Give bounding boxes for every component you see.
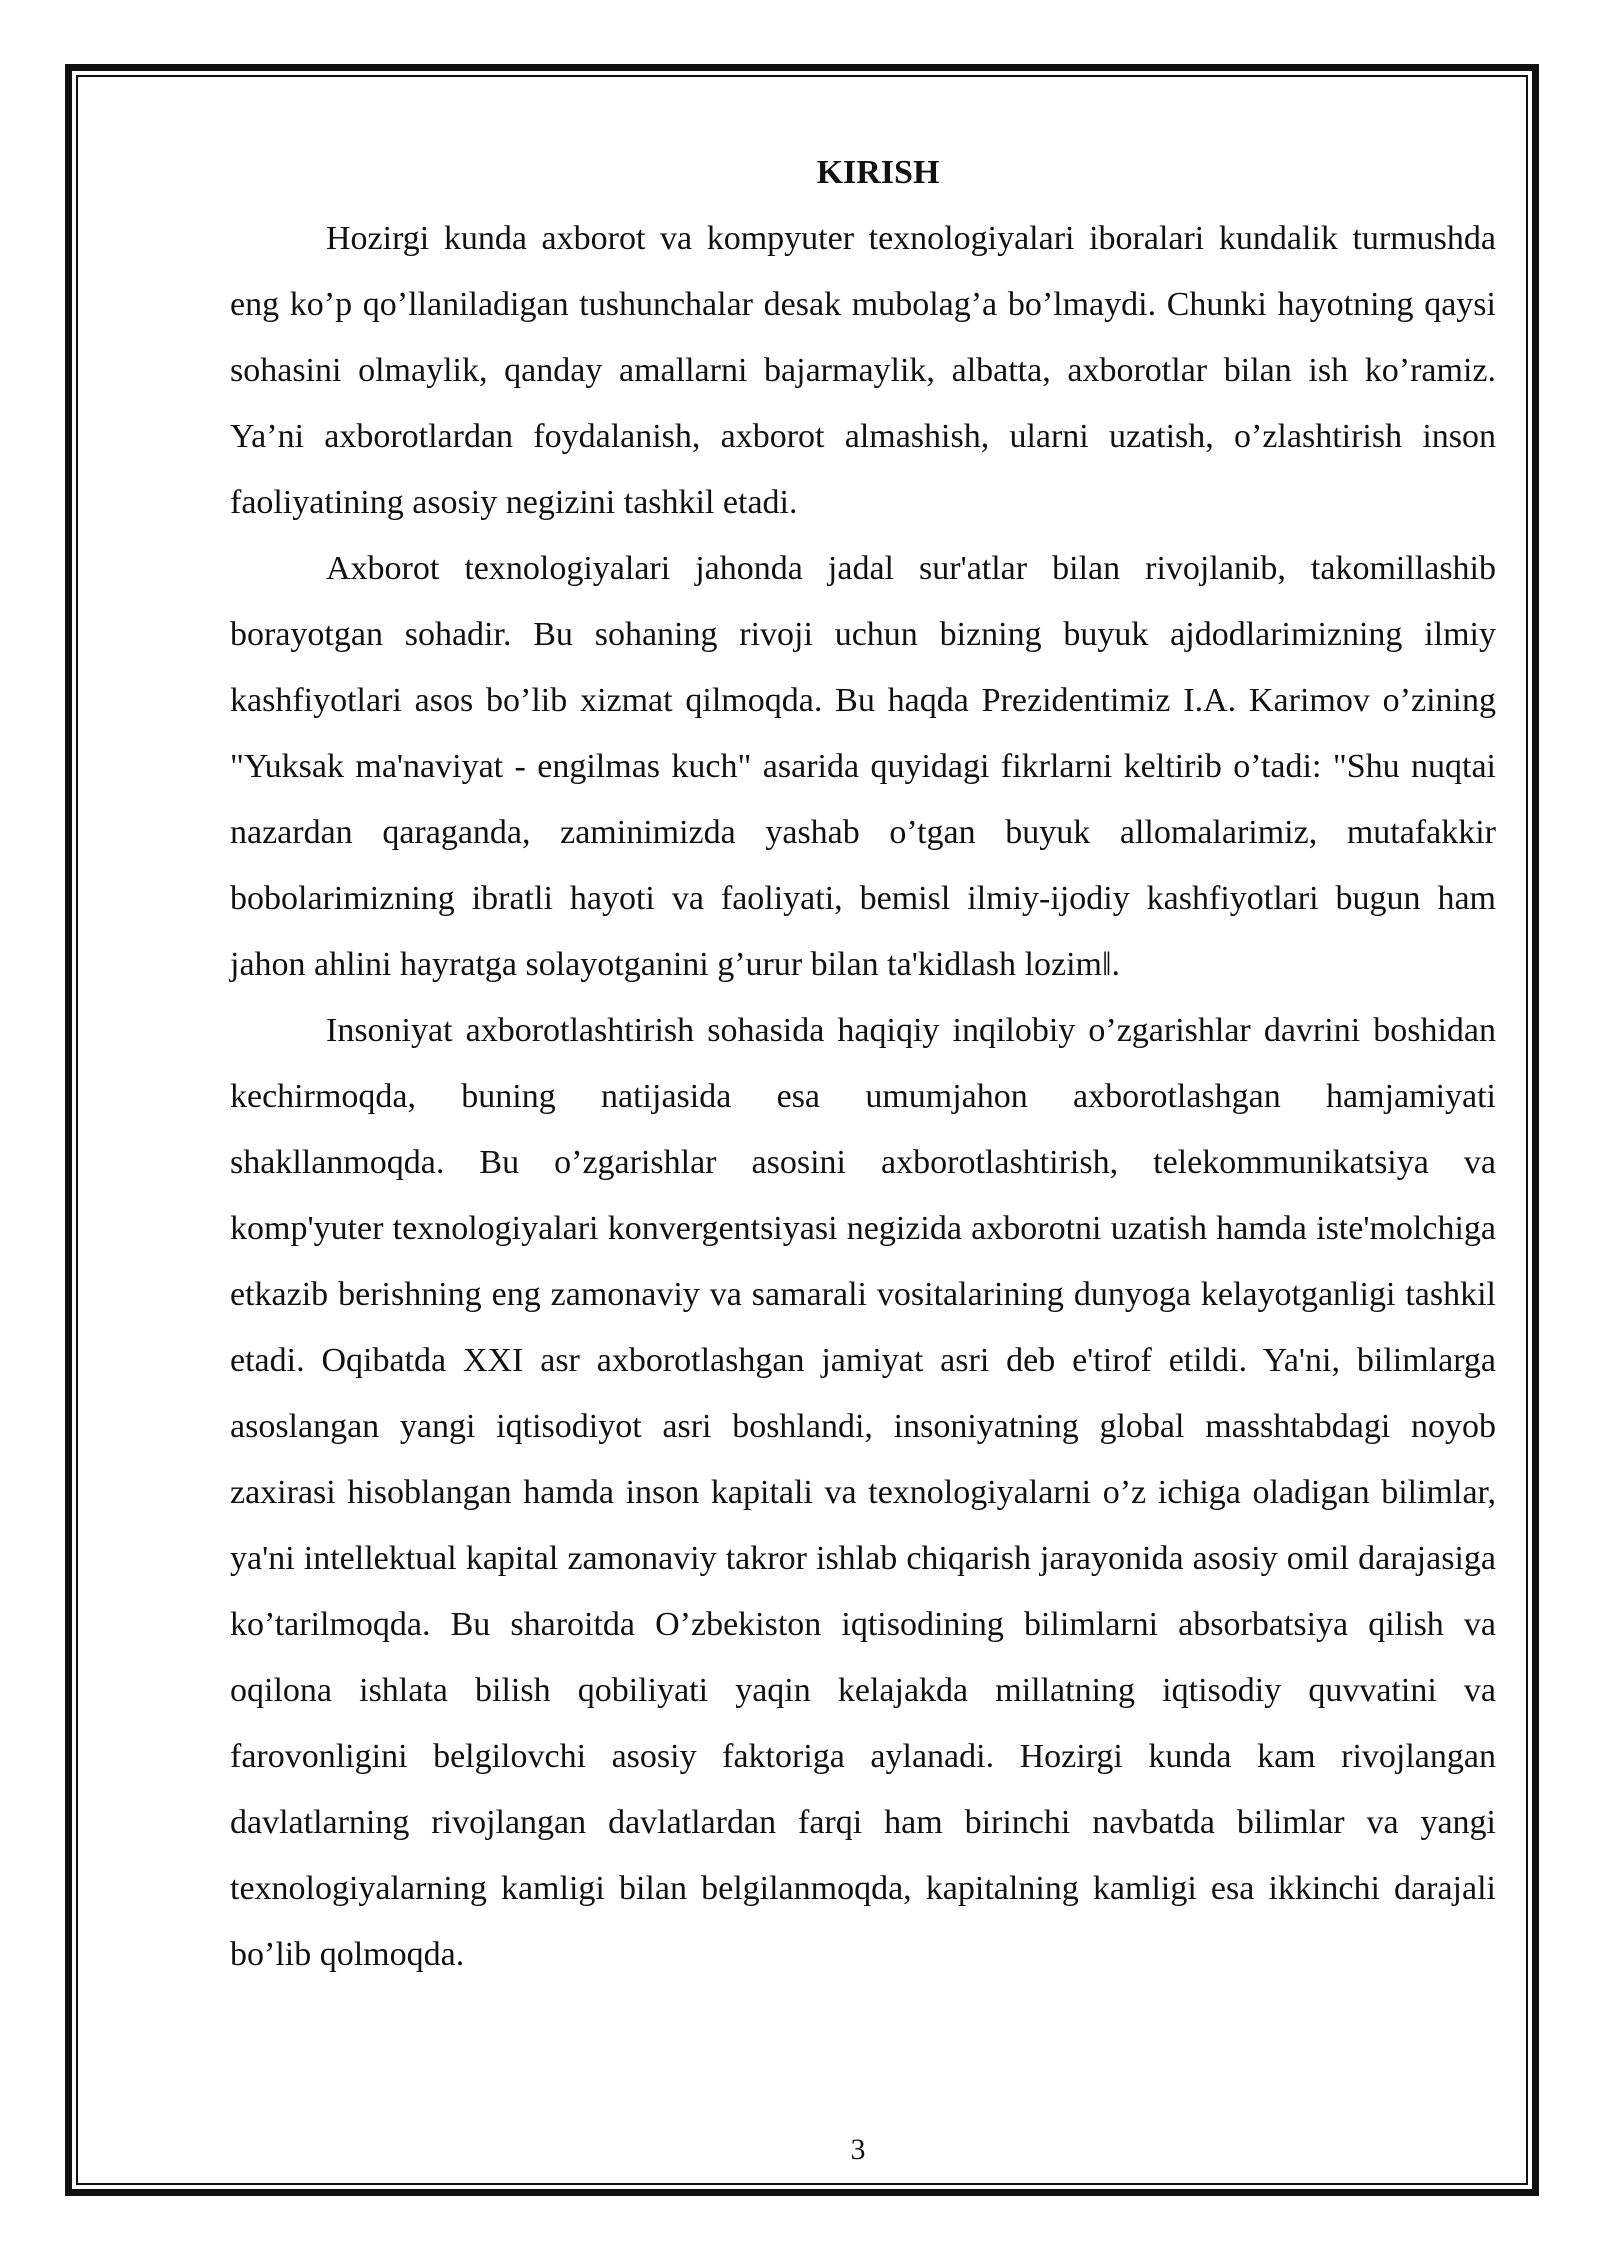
document-title: KIRISH <box>816 154 940 191</box>
paragraph-2: Axborot texnologiyalari jahonda jadal sur'atlar bilan rivojlanib, takomillashib borayotgan sohadir. Bu sohaning rivoji uchun bizning buyuk ajdodlarimizning ilmiy kashfiyotlari asos bo’lib xizmat qilmoqda. Bu haqda Prezidentimiz I.A. Karimov o’zining "Yuksak ma'naviyat - engilmas kuch" asarida quyidagi fikrlarni keltirib o’tadi: "Shu nuqtai nazardan qaraganda, zaminimizda yashab o’tgan buyuk allomalarimiz, mutafakkir bobolarimizning ibratli hayoti va faoliyati, bemisl ilmiy-ijodiy kashfiyotlari bugun ham jahon ahlini hayratga solayotganini g’urur bilan ta'kidlash lozim‖. <box>230 550 1496 983</box>
page-number: 3 <box>850 2133 866 2166</box>
paragraph-1: Hozirgi kunda axborot va kompyuter texnologiyalari iboralari kundalik turmushda eng ko’p qo’llaniladigan tushunchalar desak mubolag’a bo’lmaydi. Chunki hayotning qaysi sohasini olmaylik, qanday amallarni bajarmaylik, albatta, axborotlar bilan ish ko’ramiz. Ya’ni axborotlardan foydalanish, axborot almashish, ularni uzatish, o’zlashtirish inson faoliyatining asosiy negizini tashkil etadi. <box>230 220 1496 521</box>
document-body <box>230 140 1496 1988</box>
paragraph-3: Insoniyat axborotlashtirish sohasida haqiqiy inqilobiy o’zgarishlar davrini boshidan kechirmoqda, buning natijasida esa umumjahon axborotlashgan hamjamiyati shakllanmoqda. Bu o’zgarishlar asosini axborotlashtirish, telekommunikatsiya va komp'yuter texnologiyalari konvergentsiyasi negizida axborotni uzatish hamda iste'molchiga etkazib berishning eng zamonaviy va samarali vositalarining dunyoga kelayotganligi tashkil etadi. Oqibatda XXI asr axborotlashgan jamiyat asri deb e'tirof etildi. Ya'ni, bilimlarga asoslangan yangi iqtisodiyot asri boshlandi, insoniyatning global masshtabdagi noyob zaxirasi hisoblangan hamda inson kapitali va texnologiyalarni o’z ichiga oladigan bilimlar, ya'ni intellektual kapital zamonaviy takror ishlab chiqarish jarayonida asosiy omil darajasiga ko’tarilmoqda. Bu sharoitda O’zbekiston iqtisodining bilimlarni absorbatsiya qilish va oqilona ishlata bilish qobiliyati yaqin kelajakda millatning iqtisodiy quvvatini va farovonligini belgilovchi asosiy faktoriga aylanadi. Hozirgi kunda kam rivojlangan davlatlarning rivojlangan davlatlardan farqi ham birinchi navbatda bilimlar va yangi texnologiyalarning kamligi bilan belgilanmoqda, kapitalning kamligi esa ikkinchi darajali bo’lib qolmoqda. <box>230 1012 1496 1973</box>
